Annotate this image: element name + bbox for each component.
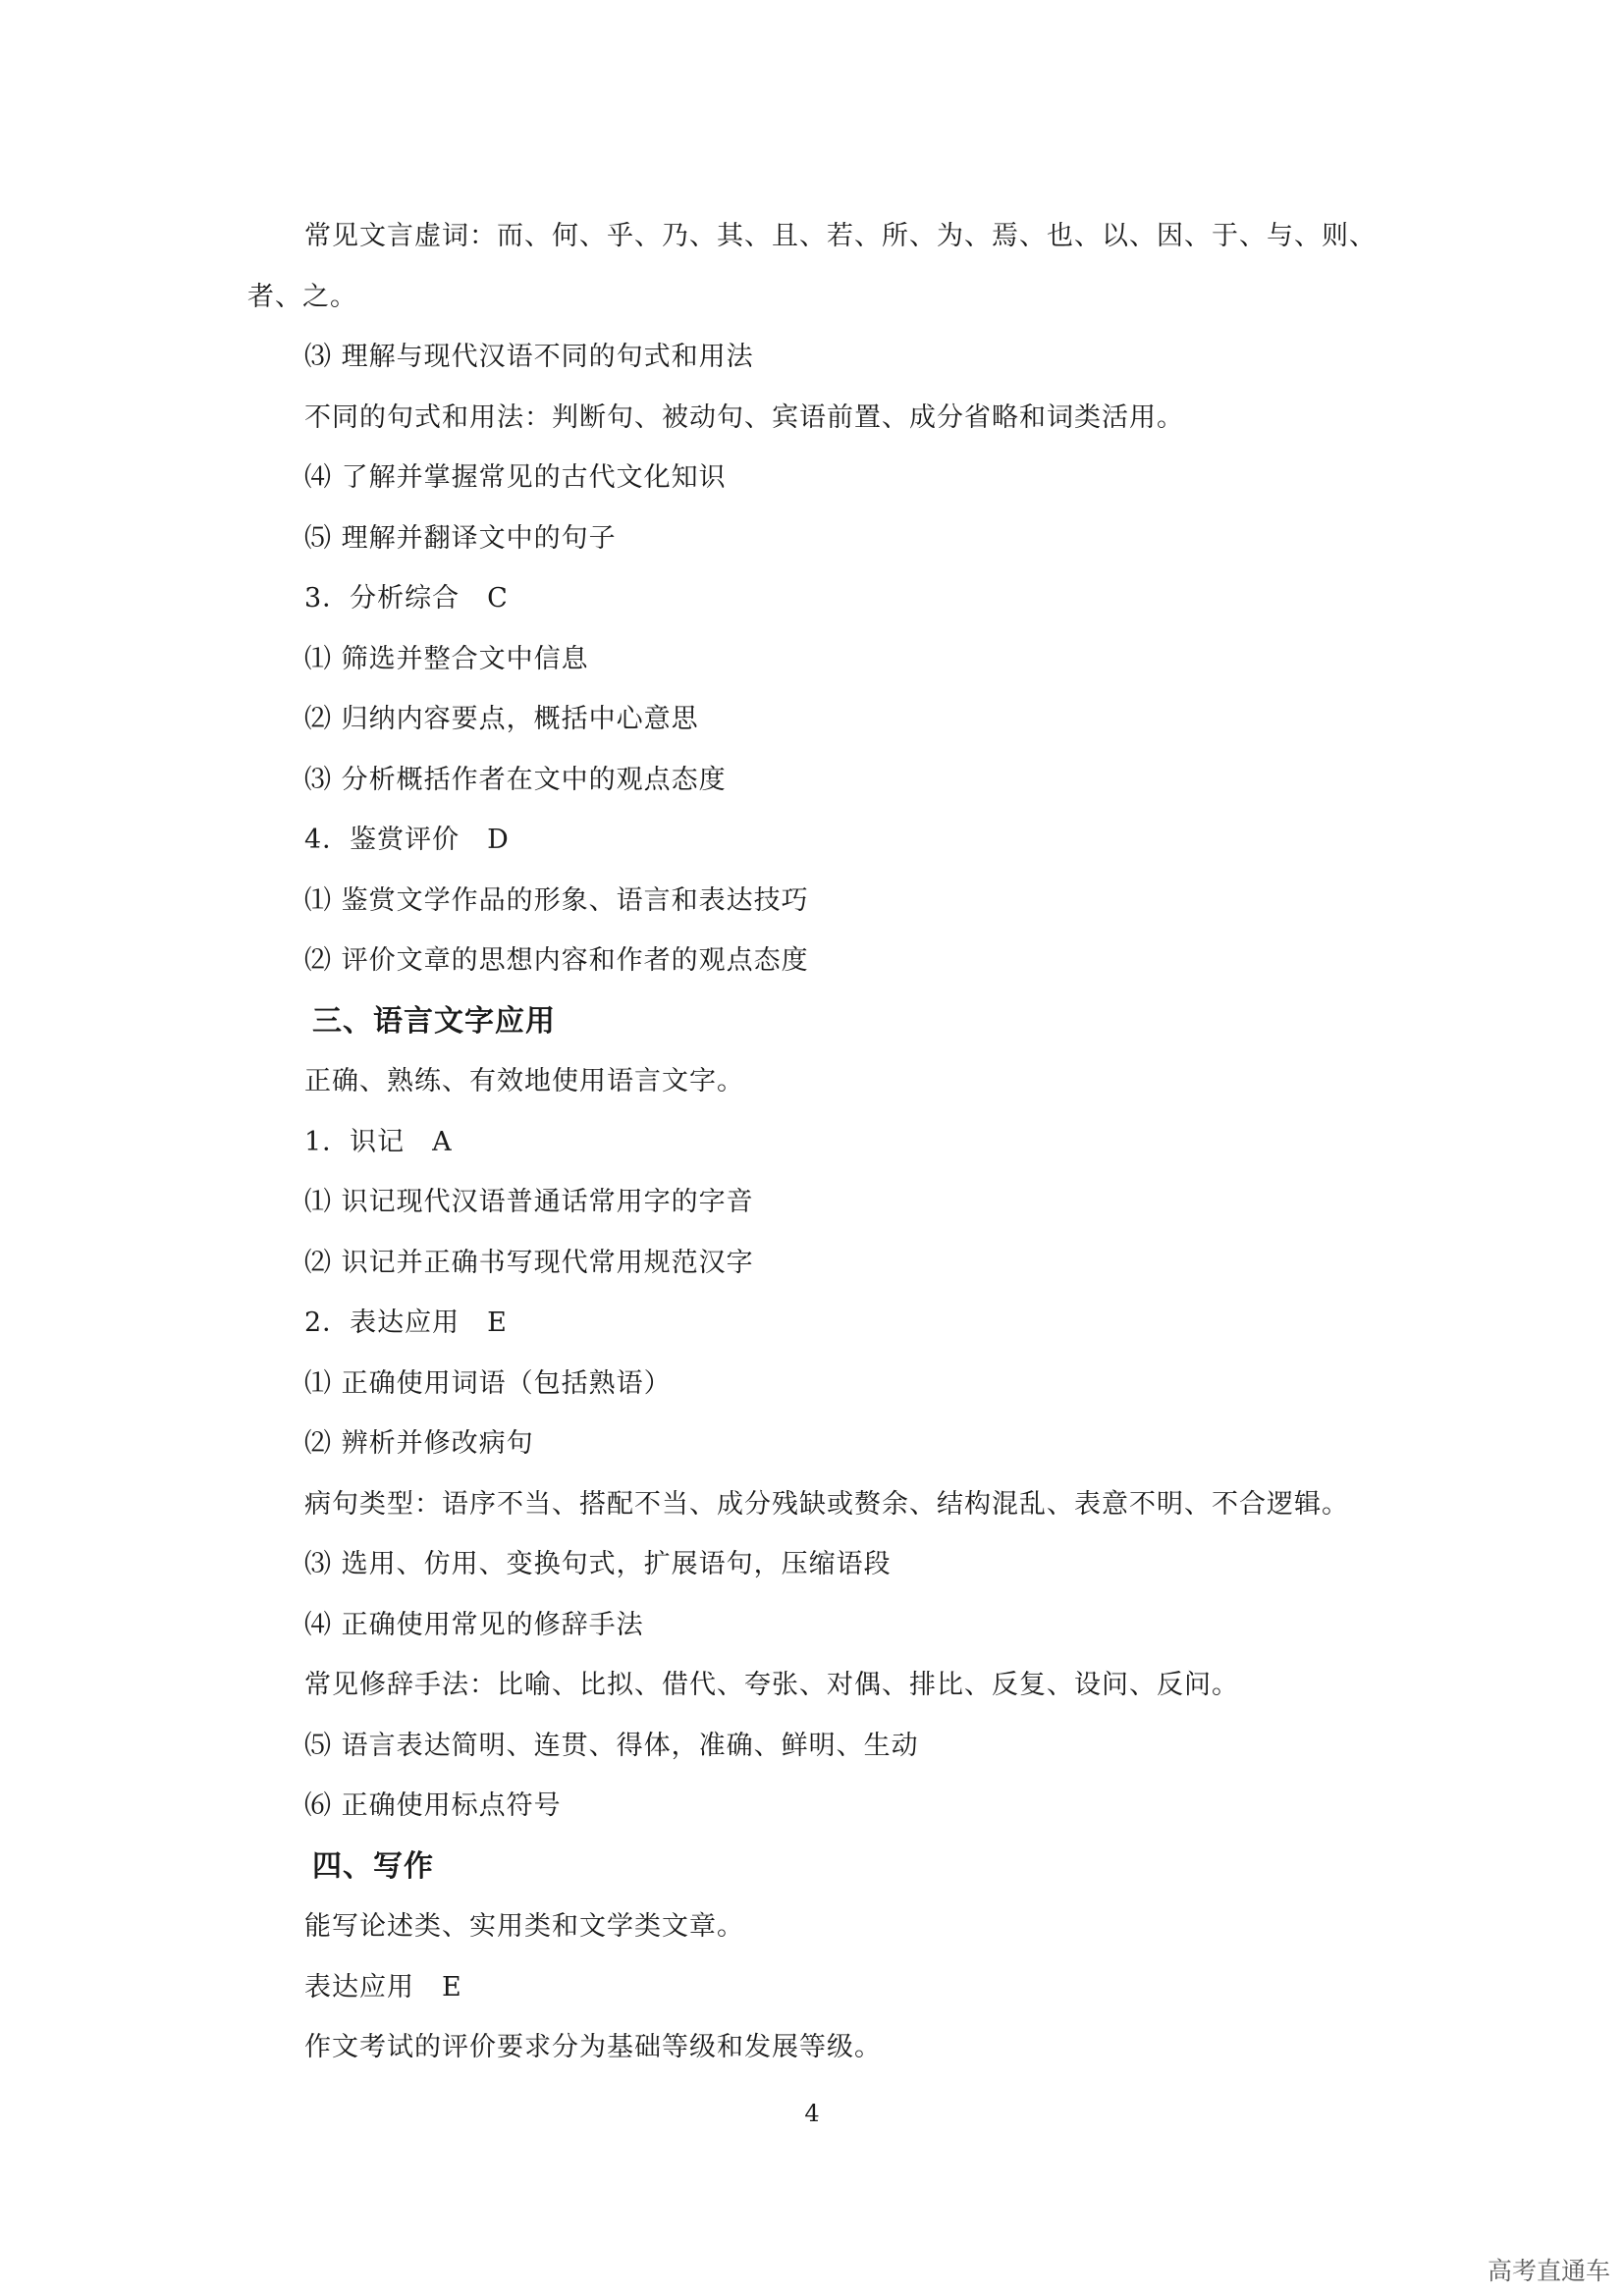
text-line: ⑴ 正确使用词语（包括熟语） — [304, 1367, 672, 1399]
text-line: 作文考试的评价要求分为基础等级和发展等级。 — [304, 2032, 882, 2062]
section-heading: 三、语言文字应用 — [312, 1003, 556, 1039]
text-line: ⑶ 选用、仿用、变换句式，扩展语句，压缩语段 — [304, 1549, 892, 1579]
text-line: 能写论述类、实用类和文学类文章。 — [304, 1911, 744, 1942]
text-line: ⑴ 识记现代汉语普通话常用字的字音 — [304, 1187, 754, 1217]
watermark-text: 高考直通车 — [1487, 2257, 1610, 2285]
text-line: ⑶ 分析概括作者在文中的观点态度 — [304, 764, 727, 795]
text-line: ⑸ 理解并翻译文中的句子 — [304, 522, 617, 554]
text-line: ⑴ 筛选并整合文中信息 — [304, 643, 589, 674]
document-body — [247, 206, 1391, 2078]
text-line: ⑷ 了解并掌握常见的古代文化知识 — [304, 462, 727, 493]
text-line: ⑹ 正确使用标点符号 — [304, 1790, 562, 1821]
paragraph: 常见文言虚词：而、何、乎、乃、其、且、若、所、为、焉、也、以、因、于、与、则、者、之。 — [247, 221, 1377, 312]
text-line: ⑵ 归纳内容要点，概括中心意思 — [304, 704, 699, 734]
text-line: 不同的句式和用法：判断句、被动句、宾语前置、成分省略和词类活用。 — [304, 401, 1184, 433]
section-heading: 四、写作 — [312, 1848, 434, 1884]
text-line: ⑷ 正确使用常见的修辞手法 — [304, 1609, 644, 1640]
text-line: ⑶ 理解与现代汉语不同的句式和用法 — [304, 342, 754, 372]
text-line: 4．鉴赏评价 D — [304, 825, 510, 855]
text-line: ⑵ 评价文章的思想内容和作者的观点态度 — [304, 945, 809, 976]
text-line: 正确、熟练、有效地使用语言文字。 — [304, 1066, 744, 1096]
text-line: 3．分析综合 C — [304, 583, 509, 614]
text-line: 1．识记 A — [304, 1126, 453, 1157]
text-line: 常见修辞手法：比喻、比拟、借代、夸张、对偶、排比、反复、设问、反问。 — [304, 1670, 1239, 1700]
text-line: ⑵ 识记并正确书写现代常用规范汉字 — [304, 1247, 754, 1278]
text-line: 病句类型：语序不当、搭配不当、成分残缺或赘余、结构混乱、表意不明、不合逻辑。 — [304, 1488, 1349, 1520]
page-number: 4 — [804, 2100, 820, 2127]
text-line: ⑴ 鉴赏文学作品的形象、语言和表达技巧 — [304, 884, 809, 916]
text-line: ⑸ 语言表达简明、连贯、得体，准确、鲜明、生动 — [304, 1730, 919, 1761]
text-line: ⑵ 辨析并修改病句 — [304, 1428, 534, 1459]
text-line: 表达应用 E — [304, 1971, 462, 2002]
text-line: 2．表达应用 E — [304, 1308, 508, 1338]
